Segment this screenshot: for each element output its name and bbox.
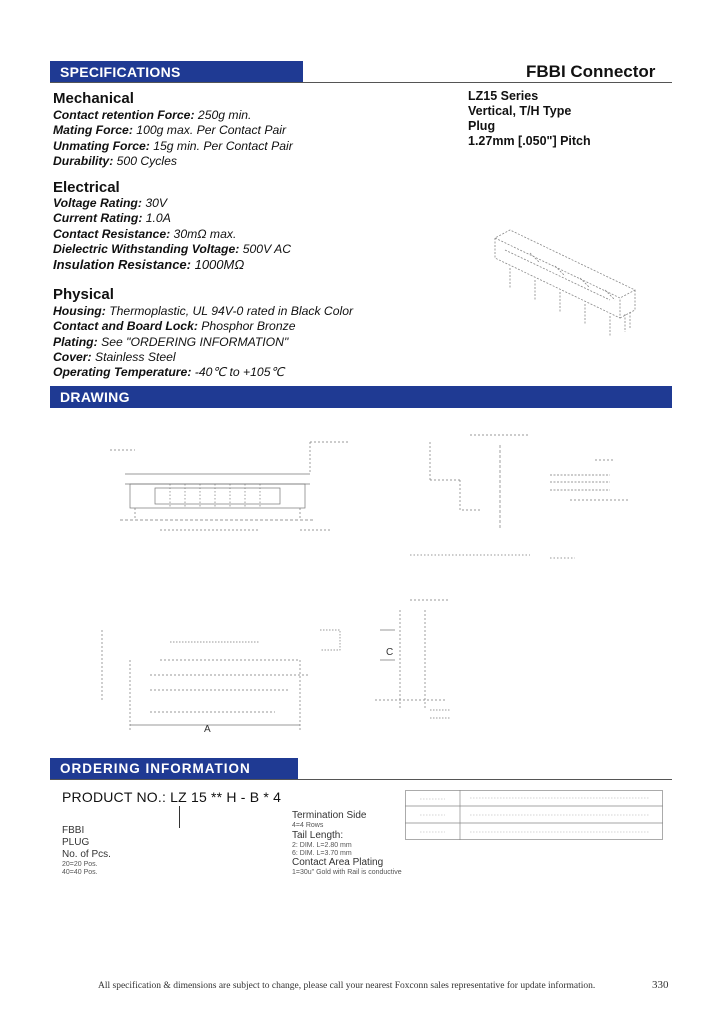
series-line: Vertical, T/H Type xyxy=(468,104,572,118)
label-contact-area-plating: Contact Area Plating xyxy=(292,857,384,868)
spec-row: Mating Force: 100g max. Per Contact Pair xyxy=(53,123,286,138)
spec-row: Insulation Resistance: 1000MΩ xyxy=(53,257,245,273)
code-pointer-line xyxy=(179,806,180,828)
label-termination-side: Termination Side xyxy=(292,810,367,821)
front-view-drawing xyxy=(60,420,360,570)
label-plug: PLUG xyxy=(62,837,90,848)
specifications-bar: SPECIFICATIONS xyxy=(50,61,303,83)
spec-row: Cover: Stainless Steel xyxy=(53,349,176,364)
drawing-bar: DRAWING xyxy=(50,386,672,408)
termination-option: 4=4 Rows xyxy=(292,822,324,829)
connector-isometric-illustration xyxy=(470,228,670,358)
spec-row: Housing: Thermoplastic, UL 94V-0 rated in Black Color xyxy=(53,304,354,318)
footer-disclaimer: All specification & dimensions are subject to change, please call your nearest Foxconn sales representative for update information. xyxy=(98,981,596,991)
detail-view-drawing xyxy=(370,590,470,740)
spec-row: Operating Temperature: -40℃ to +105℃ xyxy=(53,365,285,380)
mechanical-heading: Mechanical xyxy=(53,90,134,107)
divider xyxy=(50,779,672,780)
divider xyxy=(50,82,672,83)
spec-row: Contact and Board Lock: Phosphor Bronze xyxy=(53,319,296,334)
series-line: Plug xyxy=(468,119,496,133)
spec-row: Current Rating: 1.0A xyxy=(53,211,171,226)
mechanical-list xyxy=(53,108,293,169)
spec-row: Voltage Rating: 30V xyxy=(53,196,168,210)
electrical-heading: Electrical xyxy=(53,179,120,196)
physical-list xyxy=(53,304,353,380)
spec-row: Durability: 500 Cycles xyxy=(53,153,177,168)
pcs-option: 40=40 Pos. xyxy=(62,869,98,876)
product-number: PRODUCT NO.: LZ 15 ** H - B * 4 xyxy=(62,789,282,805)
dimension-label-a: A xyxy=(204,724,211,735)
page-title: FBBI Connector xyxy=(526,62,656,81)
side-view-drawing xyxy=(400,420,640,570)
series-line: LZ15 Series xyxy=(468,89,539,103)
spec-row: Unmating Force: 15g min. Per Contact Pair xyxy=(53,138,293,153)
page-number: 330 xyxy=(652,979,669,991)
electrical-list xyxy=(53,196,291,272)
top-view-drawing xyxy=(90,590,370,740)
label-tail-length: Tail Length: xyxy=(292,830,344,841)
dimension-label-c: C xyxy=(386,647,394,658)
label-no-of-pcs: No. of Pcs. xyxy=(62,849,111,860)
series-line: 1.27mm [.050"] Pitch xyxy=(468,134,591,148)
ordering-bar: ORDERING INFORMATION xyxy=(50,758,298,780)
physical-heading: Physical xyxy=(53,286,114,303)
spec-row: Contact Resistance: 30mΩ max. xyxy=(53,226,237,241)
series-info xyxy=(468,89,591,149)
label-fbbi: FBBI xyxy=(62,825,85,836)
tail-option: 2: DIM. L=2.80 mm xyxy=(292,842,352,849)
spec-row: Dielectric Withstanding Voltage: 500V AC xyxy=(53,241,292,256)
pcs-option: 20=20 Pos. xyxy=(62,861,98,868)
spec-row: Contact retention Force: 250g min. xyxy=(53,108,252,122)
spec-row: Plating: See "ORDERING INFORMATION" xyxy=(53,334,289,349)
plating-option: 1=30u" Gold with Rail is conductive xyxy=(292,869,402,876)
tail-option: 6: DIM. L=3.70 mm xyxy=(292,850,352,857)
dimension-table xyxy=(405,790,663,840)
